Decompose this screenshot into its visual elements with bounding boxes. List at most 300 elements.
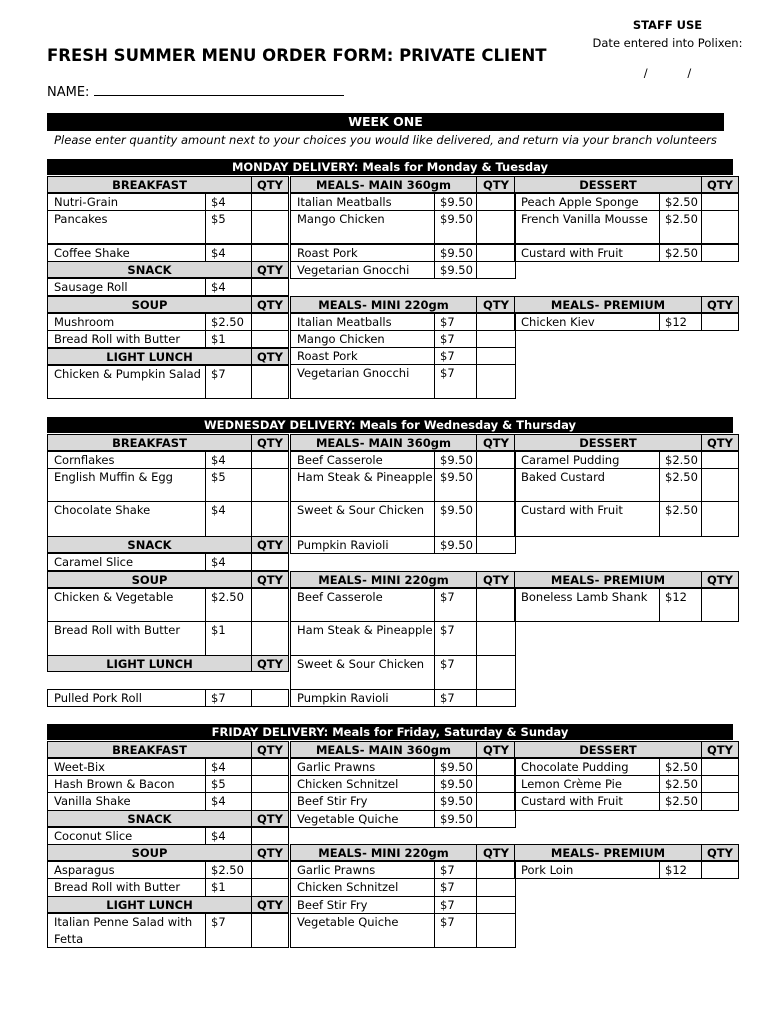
- qty-header: QTY: [476, 176, 516, 193]
- qty-cell[interactable]: [251, 828, 289, 844]
- price-divider: [434, 793, 435, 810]
- menu-item-row: [290, 244, 516, 262]
- menu-item-row: [514, 313, 739, 331]
- qty-cell[interactable]: [251, 194, 289, 210]
- snack-header: SNACK: [47, 810, 252, 827]
- section-title: MONDAY DELIVERY: Meals for Monday & Tuesday: [47, 159, 733, 175]
- qty-cell[interactable]: [251, 331, 289, 347]
- menu-item-row: [290, 810, 516, 828]
- staff-use-date[interactable]: / /: [643, 66, 692, 80]
- menu-item-row: [514, 244, 739, 262]
- page-title: FRESH SUMMER MENU ORDER FORM: PRIVATE CLIENT: [47, 46, 547, 65]
- menu-item-row: [47, 193, 289, 211]
- qty-cell[interactable]: [476, 862, 516, 878]
- breakfast-header: BREAKFAST: [47, 434, 252, 451]
- item-name: Chicken & Vegetable: [54, 590, 174, 604]
- menu-item-row: [47, 689, 289, 707]
- qty-cell[interactable]: [476, 262, 516, 278]
- item-price: $7: [440, 315, 455, 329]
- item-name: French Vanilla Mousse: [521, 212, 648, 226]
- menu-item-row: [290, 193, 516, 211]
- menu-item-row: [47, 775, 289, 793]
- price-divider: [205, 793, 206, 810]
- qty-cell[interactable]: [251, 502, 289, 536]
- qty-cell[interactable]: [251, 793, 289, 810]
- item-name: Caramel Pudding: [521, 453, 620, 467]
- item-price: $7: [440, 657, 455, 671]
- price-divider: [205, 776, 206, 792]
- price-divider: [434, 656, 435, 689]
- price-divider: [434, 776, 435, 792]
- menu-item-row: [514, 758, 739, 776]
- qty-cell[interactable]: [476, 331, 516, 347]
- price-divider: [659, 502, 660, 536]
- item-name: Roast Pork: [297, 349, 358, 363]
- price-divider: [434, 314, 435, 330]
- price-divider: [205, 622, 206, 655]
- meals-main-header: MEALS- MAIN 360gm: [290, 741, 477, 758]
- menu-item-row: [47, 861, 289, 879]
- qty-cell[interactable]: [476, 502, 516, 536]
- qty-cell[interactable]: [476, 897, 516, 913]
- price-divider: [659, 314, 660, 330]
- snack-header: SNACK: [47, 261, 252, 278]
- item-price: $7: [440, 366, 455, 380]
- item-price: $4: [211, 453, 226, 467]
- item-name: Sweet & Sour Chicken: [297, 503, 425, 517]
- item-price: $2.50: [211, 315, 244, 329]
- price-divider: [434, 262, 435, 278]
- item-name: Pulled Pork Roll: [54, 691, 142, 705]
- menu-item-row: [290, 468, 516, 502]
- price-divider: [434, 690, 435, 706]
- menu-item-row: [290, 878, 516, 897]
- menu-item-row: [290, 896, 516, 914]
- menu-item-row: [290, 621, 516, 656]
- price-divider: [659, 245, 660, 261]
- item-price: $2.50: [665, 246, 698, 260]
- item-price: $4: [211, 829, 226, 843]
- price-divider: [434, 194, 435, 210]
- qty-header: QTY: [701, 176, 739, 193]
- price-divider: [434, 897, 435, 913]
- price-divider: [434, 452, 435, 468]
- item-price: $9.50: [440, 453, 473, 467]
- item-name: Chicken Schnitzel: [297, 777, 399, 791]
- soup-header: SOUP: [47, 296, 252, 313]
- item-name: Bread Roll with Butter: [54, 880, 181, 894]
- item-name: Italian Meatballs: [297, 315, 392, 329]
- item-price: $7: [211, 915, 226, 929]
- item-price: $2.50: [211, 590, 244, 604]
- item-price: $2.50: [665, 195, 698, 209]
- item-price: $9.50: [440, 777, 473, 791]
- qty-cell[interactable]: [476, 194, 516, 210]
- qty-header: QTY: [701, 741, 739, 758]
- item-price: $2.50: [665, 212, 698, 226]
- item-price: $12: [665, 315, 687, 329]
- price-divider: [205, 245, 206, 261]
- qty-header: QTY: [251, 810, 289, 827]
- item-price: $9.50: [440, 470, 473, 484]
- item-price: $5: [211, 777, 226, 791]
- menu-item-row: [47, 210, 289, 244]
- qty-cell[interactable]: [251, 314, 289, 330]
- item-price: $2.50: [665, 470, 698, 484]
- qty-header: QTY: [251, 348, 289, 365]
- menu-item-row: [47, 468, 289, 502]
- item-name: Peach Apple Sponge: [521, 195, 639, 209]
- item-price: $7: [440, 623, 455, 637]
- item-name: Pumpkin Ravioli: [297, 691, 389, 705]
- qty-cell[interactable]: [251, 879, 289, 896]
- qty-cell[interactable]: [476, 690, 516, 706]
- qty-cell[interactable]: [476, 245, 516, 261]
- qty-cell[interactable]: [251, 366, 289, 398]
- meals-main-header: MEALS- MAIN 360gm: [290, 176, 477, 193]
- qty-cell[interactable]: [251, 776, 289, 792]
- menu-item-row: [514, 861, 739, 879]
- qty-header: QTY: [701, 571, 739, 588]
- item-price: $9.50: [440, 812, 473, 826]
- qty-cell[interactable]: [476, 211, 516, 243]
- item-price: $9.50: [440, 760, 473, 774]
- menu-item-row: [514, 501, 739, 537]
- menu-item-row: [290, 588, 516, 622]
- item-price: $9.50: [440, 212, 473, 226]
- item-name: English Muffin & Egg: [54, 470, 173, 484]
- item-price: $7: [440, 691, 455, 705]
- meals-mini-header: MEALS- MINI 220gm: [290, 844, 477, 861]
- menu-item-row: [290, 364, 516, 399]
- item-name: Chicken & Pumpkin Salad: [54, 367, 201, 381]
- item-name: Garlic Prawns: [297, 760, 376, 774]
- qty-header: QTY: [476, 434, 516, 451]
- price-divider: [659, 862, 660, 878]
- menu-item-row: [290, 347, 516, 365]
- price-divider: [205, 502, 206, 536]
- staff-use-title: STAFF USE: [632, 18, 703, 32]
- price-divider: [434, 914, 435, 947]
- price-divider: [205, 690, 206, 706]
- menu-item-row: [290, 210, 516, 244]
- meals-mini-header: MEALS- MINI 220gm: [290, 296, 477, 313]
- menu-item-row: [290, 261, 516, 279]
- item-name: Ham Steak & Pineapple: [297, 623, 433, 637]
- name-row: [47, 84, 344, 100]
- qty-header: QTY: [251, 741, 289, 758]
- qty-header: QTY: [701, 296, 739, 313]
- item-price: $12: [665, 863, 687, 877]
- qty-cell[interactable]: [701, 469, 739, 501]
- price-divider: [434, 862, 435, 878]
- item-price: $2.50: [665, 794, 698, 808]
- item-name: Vanilla Shake: [54, 794, 131, 808]
- item-name: Mango Chicken: [297, 332, 385, 346]
- section-title: FRIDAY DELIVERY: Meals for Friday, Saturday & Sunday: [47, 724, 733, 740]
- qty-header: QTY: [476, 571, 516, 588]
- item-price: $7: [440, 880, 455, 894]
- staff-use-box: [575, 14, 760, 80]
- item-price: $1: [211, 880, 226, 894]
- menu-item-row: [290, 501, 516, 537]
- qty-cell[interactable]: [251, 279, 289, 295]
- qty-cell[interactable]: [251, 554, 289, 570]
- qty-cell[interactable]: [251, 690, 289, 706]
- qty-cell[interactable]: [251, 759, 289, 775]
- item-price: $5: [211, 212, 226, 226]
- price-divider: [205, 211, 206, 243]
- dessert-header: DESSERT: [514, 176, 702, 193]
- qty-cell[interactable]: [476, 365, 516, 398]
- item-name: Nutri-Grain: [54, 195, 119, 209]
- qty-cell[interactable]: [701, 245, 739, 261]
- qty-cell[interactable]: [251, 211, 289, 243]
- price-divider: [205, 279, 206, 295]
- qty-cell[interactable]: [701, 793, 739, 810]
- menu-item-row: [290, 913, 516, 948]
- item-name: Custard with Fruit: [521, 246, 623, 260]
- price-divider: [434, 879, 435, 896]
- price-divider: [205, 314, 206, 330]
- item-name: Italian Meatballs: [297, 195, 392, 209]
- menu-item-row: [47, 621, 289, 656]
- delivery-section: [47, 724, 734, 946]
- price-divider: [205, 879, 206, 896]
- item-name: Chicken Schnitzel: [297, 880, 399, 894]
- item-name: Vegetarian Gnocchi: [297, 366, 410, 380]
- qty-cell[interactable]: [476, 879, 516, 896]
- qty-cell[interactable]: [476, 348, 516, 364]
- menu-item-row: [290, 313, 516, 331]
- item-name: Ham Steak & Pineapple: [297, 470, 433, 484]
- price-divider: [205, 452, 206, 468]
- price-divider: [659, 589, 660, 621]
- item-price: $1: [211, 623, 226, 637]
- instructions: Please enter quantity amount next to your choices you would like delivered, and return via your branch volunteers: [54, 133, 717, 147]
- item-name: Custard with Fruit: [521, 503, 623, 517]
- item-price: $9.50: [440, 263, 473, 277]
- item-name: Baked Custard: [521, 470, 605, 484]
- qty-cell[interactable]: [476, 314, 516, 330]
- item-name: Beef Casserole: [297, 453, 383, 467]
- qty-cell[interactable]: [251, 589, 289, 621]
- item-name: Cornflakes: [54, 453, 115, 467]
- item-name: Chocolate Pudding: [521, 760, 629, 774]
- price-divider: [205, 828, 206, 844]
- qty-header: QTY: [251, 536, 289, 553]
- menu-item-row: [47, 827, 289, 845]
- item-price: $2.50: [665, 777, 698, 791]
- item-price: $2.50: [665, 453, 698, 467]
- qty-cell[interactable]: [476, 793, 516, 810]
- item-price: $7: [440, 915, 455, 929]
- dessert-header: DESSERT: [514, 741, 702, 758]
- item-name: Custard with Fruit: [521, 794, 623, 808]
- item-name: Boneless Lamb Shank: [521, 590, 648, 604]
- qty-header: QTY: [476, 741, 516, 758]
- item-price: $4: [211, 503, 226, 517]
- qty-cell[interactable]: [701, 314, 739, 330]
- price-divider: [434, 365, 435, 398]
- item-name: Chicken Kiev: [521, 315, 595, 329]
- item-name: Pancakes: [54, 212, 108, 226]
- price-divider: [434, 245, 435, 261]
- item-price: $2.50: [211, 863, 244, 877]
- price-divider: [205, 366, 206, 398]
- price-divider: [434, 622, 435, 655]
- qty-cell[interactable]: [251, 914, 289, 947]
- qty-cell[interactable]: [701, 502, 739, 536]
- item-price: $4: [211, 280, 226, 294]
- light-lunch-header: LIGHT LUNCH: [47, 655, 252, 672]
- menu-item-row: [47, 553, 289, 571]
- item-price: $5: [211, 470, 226, 484]
- dessert-header: DESSERT: [514, 434, 702, 451]
- qty-cell[interactable]: [701, 776, 739, 792]
- price-divider: [205, 554, 206, 570]
- qty-cell[interactable]: [476, 914, 516, 947]
- week-banner: WEEK ONE: [47, 113, 724, 131]
- price-divider: [659, 469, 660, 501]
- item-name: Sausage Roll: [54, 280, 128, 294]
- qty-cell[interactable]: [701, 862, 739, 878]
- item-price: $9.50: [440, 195, 473, 209]
- delivery-section: [47, 417, 734, 705]
- qty-cell[interactable]: [476, 622, 516, 655]
- qty-cell[interactable]: [701, 211, 739, 243]
- menu-item-row: [514, 588, 739, 622]
- item-price: $9.50: [440, 246, 473, 260]
- qty-cell[interactable]: [251, 452, 289, 468]
- qty-cell[interactable]: [476, 589, 516, 621]
- item-name: Coffee Shake: [54, 246, 130, 260]
- item-price: $1: [211, 332, 226, 346]
- breakfast-header: BREAKFAST: [47, 176, 252, 193]
- qty-cell[interactable]: [476, 776, 516, 792]
- menu-item-row: [47, 792, 289, 811]
- menu-item-row: [290, 861, 516, 879]
- breakfast-header: BREAKFAST: [47, 741, 252, 758]
- qty-cell[interactable]: [476, 469, 516, 501]
- price-divider: [659, 793, 660, 810]
- menu-item-row: [47, 278, 289, 296]
- item-name: Beef Stir Fry: [297, 898, 368, 912]
- qty-header: QTY: [251, 896, 289, 913]
- item-price: $4: [211, 246, 226, 260]
- soup-header: SOUP: [47, 571, 252, 588]
- qty-cell[interactable]: [701, 759, 739, 775]
- qty-header: QTY: [251, 655, 289, 672]
- qty-header: QTY: [701, 844, 739, 861]
- menu-item-row: [47, 758, 289, 776]
- name-field[interactable]: [94, 84, 344, 96]
- item-name: Asparagus: [54, 863, 115, 877]
- menu-item-row: [47, 313, 289, 331]
- price-divider: [434, 211, 435, 243]
- price-divider: [434, 811, 435, 827]
- menu-item-row: [47, 913, 289, 948]
- qty-cell[interactable]: [251, 245, 289, 261]
- item-name: Pork Loin: [521, 863, 574, 877]
- price-divider: [434, 348, 435, 364]
- item-price: $4: [211, 555, 226, 569]
- qty-header: QTY: [251, 571, 289, 588]
- qty-header: QTY: [251, 261, 289, 278]
- item-name: Lemon Crème Pie: [521, 777, 622, 791]
- qty-header: QTY: [251, 176, 289, 193]
- item-price: $12: [665, 590, 687, 604]
- price-divider: [434, 537, 435, 553]
- item-price: $7: [211, 691, 226, 705]
- qty-cell[interactable]: [251, 862, 289, 878]
- item-name: Chocolate Shake: [54, 503, 151, 517]
- menu-item-row: [47, 330, 289, 348]
- item-name: Weet-Bix: [54, 760, 105, 774]
- qty-cell[interactable]: [701, 452, 739, 468]
- qty-cell[interactable]: [251, 622, 289, 655]
- item-name: Mango Chicken: [297, 212, 385, 226]
- price-divider: [659, 211, 660, 243]
- price-divider: [205, 331, 206, 347]
- item-price: $9.50: [440, 794, 473, 808]
- price-divider: [659, 194, 660, 210]
- menu-item-row: [290, 330, 516, 348]
- qty-cell[interactable]: [476, 452, 516, 468]
- item-price: $9.50: [440, 538, 473, 552]
- item-name: Beef Stir Fry: [297, 794, 368, 808]
- menu-item-row: [290, 451, 516, 469]
- item-price: $7: [211, 367, 226, 381]
- menu-item-row: [290, 792, 516, 811]
- menu-item-row: [47, 588, 289, 622]
- item-price: $7: [440, 349, 455, 363]
- menu-item-row: [290, 655, 516, 690]
- qty-header: QTY: [476, 844, 516, 861]
- snack-header: SNACK: [47, 536, 252, 553]
- price-divider: [659, 776, 660, 792]
- item-name: Pumpkin Ravioli: [297, 538, 389, 552]
- menu-item-row: [514, 210, 739, 244]
- menu-item-row: [290, 758, 516, 776]
- meals-mini-header: MEALS- MINI 220gm: [290, 571, 477, 588]
- item-name: Bread Roll with Butter: [54, 623, 181, 637]
- item-name: Sweet & Sour Chicken: [297, 657, 425, 671]
- item-name: Garlic Prawns: [297, 863, 376, 877]
- menu-item-row: [514, 193, 739, 211]
- item-name: Italian Penne Salad with Fetta: [54, 915, 193, 946]
- price-divider: [434, 469, 435, 501]
- meals-premium-header: MEALS- PREMIUM: [514, 296, 702, 313]
- qty-cell[interactable]: [476, 656, 516, 689]
- price-divider: [434, 759, 435, 775]
- qty-cell[interactable]: [476, 537, 516, 553]
- qty-cell[interactable]: [476, 811, 516, 827]
- qty-cell[interactable]: [701, 194, 739, 210]
- item-price: $7: [440, 590, 455, 604]
- price-divider: [205, 914, 206, 947]
- qty-cell[interactable]: [476, 759, 516, 775]
- staff-use-label: Date entered into Polixen:: [592, 36, 743, 50]
- menu-item-row: [290, 775, 516, 793]
- item-name: Caramel Slice: [54, 555, 134, 569]
- item-price: $4: [211, 195, 226, 209]
- qty-cell[interactable]: [251, 469, 289, 501]
- qty-cell[interactable]: [701, 589, 739, 621]
- menu-item-row: [47, 451, 289, 469]
- qty-header: QTY: [476, 296, 516, 313]
- light-lunch-header: LIGHT LUNCH: [47, 348, 252, 365]
